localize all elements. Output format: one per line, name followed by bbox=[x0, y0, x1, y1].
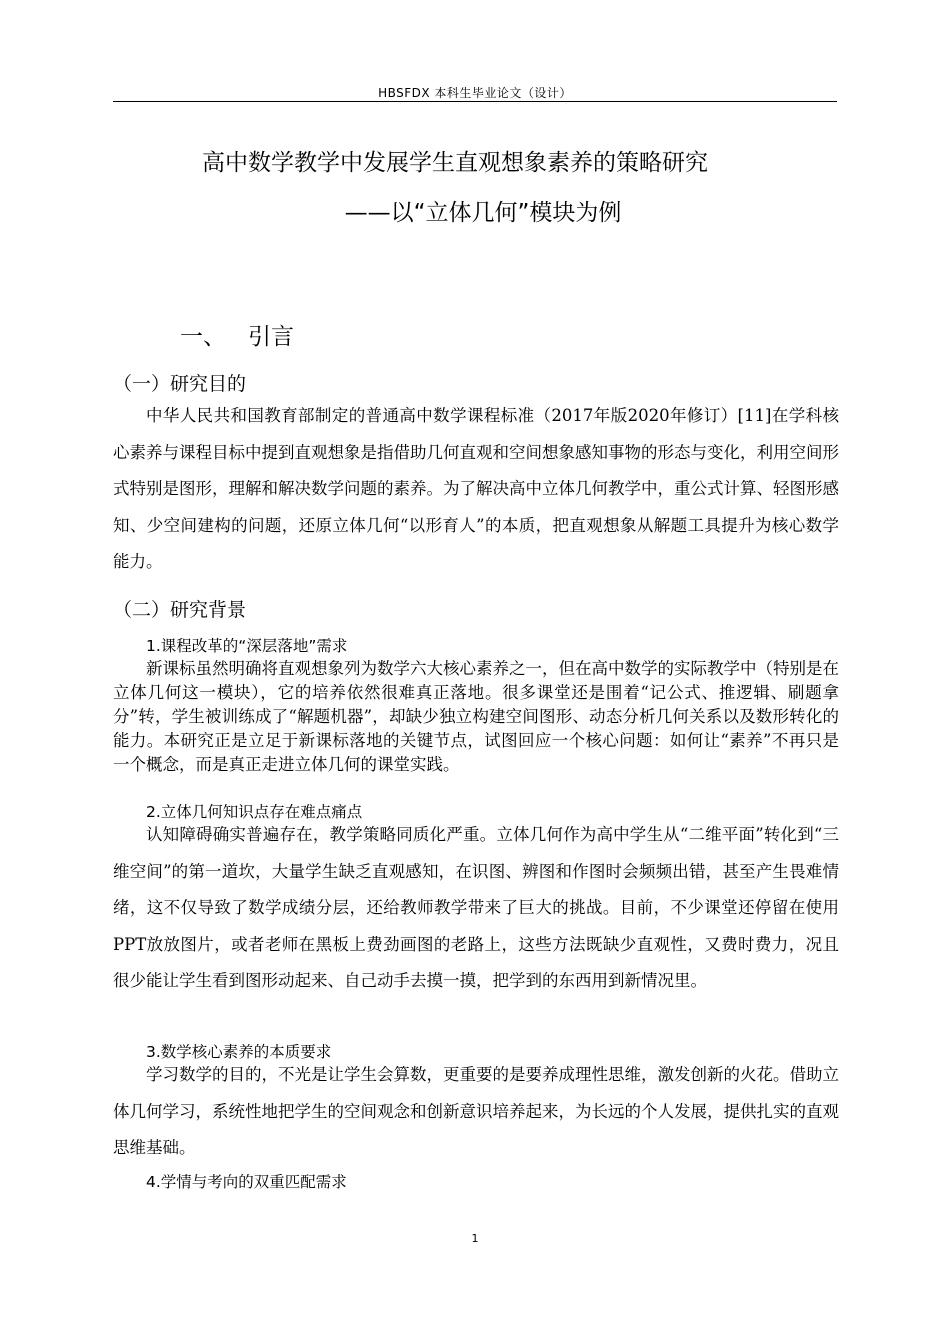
page-number: 1 bbox=[471, 1232, 479, 1245]
item-heading-1: 1.课程改革的“深层落地”需求 bbox=[146, 637, 348, 655]
subsection-heading-purpose: （一）研究目的 bbox=[113, 373, 247, 395]
running-header: HBSFDX 本科生毕业论文（设计） bbox=[378, 86, 572, 100]
section-title: 引言 bbox=[248, 324, 294, 350]
paper-title: 高中数学教学中发展学生直观想象素养的策略研究 bbox=[202, 150, 708, 176]
section-heading-introduction bbox=[180, 322, 294, 352]
paragraph-purpose: 中华人民共和国教育部制定的普通高中数学课程标准（2017年版2020年修订）[11]在学科核心素养与课程目标中提到直观想象是指借助几何直观和空间想象感知事物的形态与变化，利用空间形式特别是图形，理解和解决数学问题的素养。为了解决高中立体几何教学中，重公式计算、轻图形感知、少空间建构的问题，还原立体几何“以形育人”的本质，把直观想象从解题工具提升为核心数学能力。 bbox=[113, 406, 839, 571]
header-rule bbox=[113, 101, 837, 102]
section-number: 一、 bbox=[180, 324, 226, 350]
item-heading-2: 2.立体几何知识点存在难点痛点 bbox=[146, 803, 363, 821]
paper-subtitle: ——以“立体几何”模块为例 bbox=[344, 200, 622, 226]
item-heading-4: 4.学情与考向的双重匹配需求 bbox=[146, 1173, 347, 1191]
item-heading-3: 3.数学核心素养的本质要求 bbox=[146, 1043, 332, 1061]
paragraph-item-1: 新课标虽然明确将直观想象列为数学六大核心素养之一，但在高中数学的实际教学中（特别是在立体几何这一模块），它的培养依然很难真正落地。很多课堂还是围着“记公式、推逻辑、刷题拿分”转，学生被训练成了“解题机器”，却缺少独立构建空间图形、动态分析几何关系以及数形转化的能力。本研究正是立足于新课标落地的关键节点，试图回应一个核心问题：如何让“素养”不再只是一个概念，而是真正走进立体几何的课堂实践。 bbox=[113, 659, 839, 774]
paragraph-item-3: 学习数学的目的，不光是让学生会算数，更重要的是要养成理性思维，激发创新的火花。借助立体几何学习，系统性地把学生的空间观念和创新意识培养起来，为长远的个人发展，提供扎实的直观思维基础。 bbox=[113, 1065, 839, 1157]
subsection-heading-background: （二）研究背景 bbox=[113, 599, 247, 621]
paragraph-item-2: 认知障碍确实普遍存在，教学策略同质化严重。立体几何作为高中学生从“二维平面”转化到“三维空间”的第一道坎，大量学生缺乏直观感知，在识图、辨图和作图时会频频出错，甚至产生畏难情绪，这不仅导致了数学成绩分层，还给教师教学带来了巨大的挑战。目前，不少课堂还停留在使用PPT放放图片，或者老师在黑板上费劲画图的老路上，这些方法既缺少直观性，又费时费力，况且很少能让学生看到图形动起来、自己动手去摸一摸，把学到的东西用到新情况里。 bbox=[113, 825, 839, 990]
